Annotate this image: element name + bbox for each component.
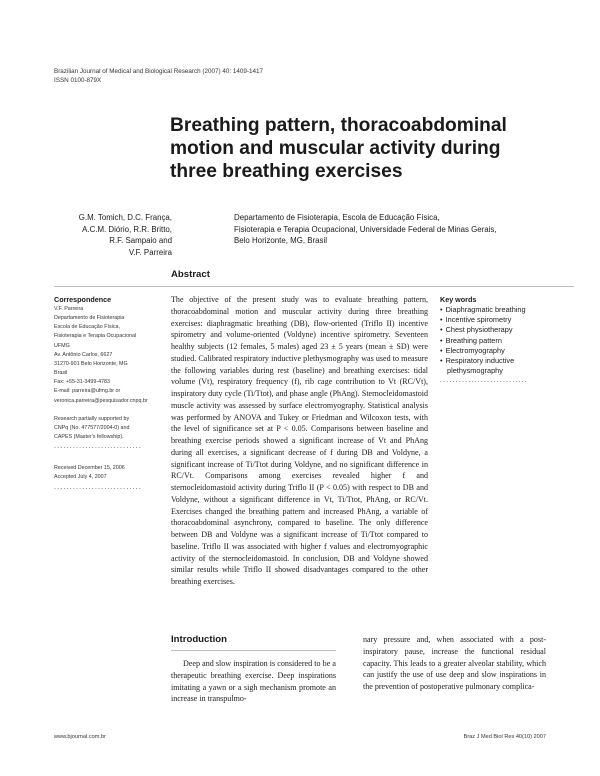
author-line: V.F. Parreira <box>128 247 172 257</box>
address-line: Brasil <box>54 370 68 377</box>
address-line: UFMG <box>54 342 70 349</box>
affiliation-line: Belo Horizonte, MG, Brasil <box>234 236 327 246</box>
address-line: Fisioterapia e Terapia Ocupacional <box>54 333 137 340</box>
title-line: motion and muscular activity during <box>170 138 501 159</box>
abstract-heading: Abstract <box>171 269 210 280</box>
dotted-rule: ............................ <box>54 483 143 491</box>
email-line: E-mail: parreira@ufmg.br or <box>54 388 121 395</box>
correspondence-block <box>54 295 166 491</box>
keyword-item: • Chest physiotherapy <box>440 325 558 335</box>
article-title <box>170 114 570 183</box>
affiliation-line: Departamento de Fisioterapia, Escola de Educação Física, <box>234 213 440 222</box>
author-line: R.F. Sampaio and <box>109 236 172 246</box>
title-line: three breathing exercises <box>170 161 403 182</box>
introduction-column-1 <box>171 658 336 705</box>
author-line: A.C.M. Diório, R.R. Britto, <box>82 224 172 234</box>
introduction-divider <box>171 650 336 651</box>
keyword-item: • Electromyography <box>440 346 558 356</box>
received-date: Received December 15, 2006 <box>54 465 125 472</box>
address-line: Fax: +55-31-3499-4783 <box>54 379 110 386</box>
correspondence-address <box>54 305 166 406</box>
keyword-item: • Respiratory inductive plethysmography <box>440 356 558 376</box>
funding-line: CAPES (Master's fellowship). <box>54 434 124 441</box>
address-line: Escola de Educação Física, <box>54 324 120 331</box>
author-list <box>79 212 172 258</box>
affiliation-line: Fisioterapia e Terapia Ocupacional, Universidade Federal de Minas Gerais, <box>234 224 497 234</box>
keywords-heading: Key words <box>440 295 477 304</box>
funding-line: Research partially supported by <box>54 415 130 422</box>
keyword-item: • Breathing pattern <box>440 336 558 346</box>
keywords-list <box>440 305 558 376</box>
funding-line: CNPq (No. 477577/2004-0) and <box>54 424 130 431</box>
email-line: veronica.parreira@pesquisador.cnpq.br <box>54 397 148 404</box>
journal-citation: Brazilian Journal of Medical and Biological Research (2007) 40: 1409-1417 <box>54 68 263 75</box>
address-line: Av. Antônio Carlos, 6627 <box>54 351 113 358</box>
keyword-item: • Incentive spirometry <box>440 315 558 325</box>
introduction-text-1: Deep and slow inspiration is considered to be a therapeutic breathing exercise. Deep inspirations imitating a yawn or a sigh mechanism promote an increase in transpulmo- <box>171 659 336 704</box>
journal-issn: ISSN 0100-879X <box>54 77 102 84</box>
title-line: Breathing pattern, thoracoabdominal <box>170 115 507 136</box>
dotted-rule: ............................ <box>440 377 529 385</box>
author-line: G.M. Tomich, D.C. França, <box>78 213 172 222</box>
footer-website: www.bjournal.com.br <box>54 734 106 740</box>
funding-note <box>54 415 166 442</box>
abstract-text: The objective of the present study was to evaluate breathing pattern, thoracoabdominal motion and muscular activity during three breathing exercises: diaphragmatic breathing (DB), flow-oriented (Triflo II) incentive spirometry and volume-oriented (Voldyne) incentive spirometry. Seventeen healthy subjects (12 females, 5 males) aged 23 ± 5 years (mean ± SD) were studied. Calibrated respiratory inductive plethysmography was used to measure the following variables during rest (baseline) and breathing exercises: tidal volume (Vt), respiratory frequency (f), rib cage contribution to Vt (RC/Vt), inspiratory duty cycle (Ti/Ttot), and phase angle (PhAng). Sternocleidomastoid muscle activity was assessed by surface electromyography. Statistical analysis was performed by ANOVA and Tukey or Friedman and Wilcoxon tests, with the level of significance set at P < 0.05. Comparisons between baseline and breathing exercise periods showed a significant increase of Vt and PhAng during all exercises, a significant decrease of f during DB and Voldyne, a significant increase of Ti/Ttot during Voldyne, and no significant difference in RC/Vt. Comparisons among exercises revealed higher f and sternocleidomastoid activity during Triflo II (P < 0.05) with respect to DB and Voldyne, without a significant difference in Vt, Ti/Ttot, PhAng, or RC/Vt. Exercises changed the breathing pattern and increased PhAng, a variable of thoracoabdominal asynchrony, compared to baseline. The only difference between DB and Voldyne was a significant increase of Ti/Ttot compared to baseline. Triflo II was associated with higher f values and electromyographic activity of the sternocleidomastoid. In conclusion, DB and Voldyne showed similar results while Triflo II showed disadvantages compared to the other breathing exercises. <box>171 295 428 586</box>
keyword-item: • Diaphragmatic breathing <box>440 305 558 315</box>
keywords-block <box>440 295 558 384</box>
abstract-body <box>171 294 428 588</box>
abstract-divider <box>54 286 574 287</box>
address-line: Departamento de Fisioterapia <box>54 315 125 322</box>
address-line: 31270-901 Belo Horizonte, MG <box>54 360 128 367</box>
accepted-date: Accepted July 4, 2007 <box>54 474 107 481</box>
journal-header <box>54 67 263 85</box>
article-dates <box>54 464 166 482</box>
introduction-text-2: nary pressure and, when associated with a post-inspiratory pause, increase the functional residual capacity. This leads to a greater alveolar stability, which can justify the use of use deep and slow inspirations in the prevention of postoperative pulmonary complica- <box>363 635 546 691</box>
address-line: V.F. Parreira <box>54 306 84 312</box>
affiliation <box>234 212 497 247</box>
footer-citation: Braz J Med Biol Res 40(10) 2007 <box>463 734 546 740</box>
introduction-heading: Introduction <box>171 634 227 645</box>
introduction-column-2 <box>363 634 546 693</box>
correspondence-heading: Correspondence <box>54 295 112 304</box>
dotted-rule: ............................ <box>54 443 143 451</box>
